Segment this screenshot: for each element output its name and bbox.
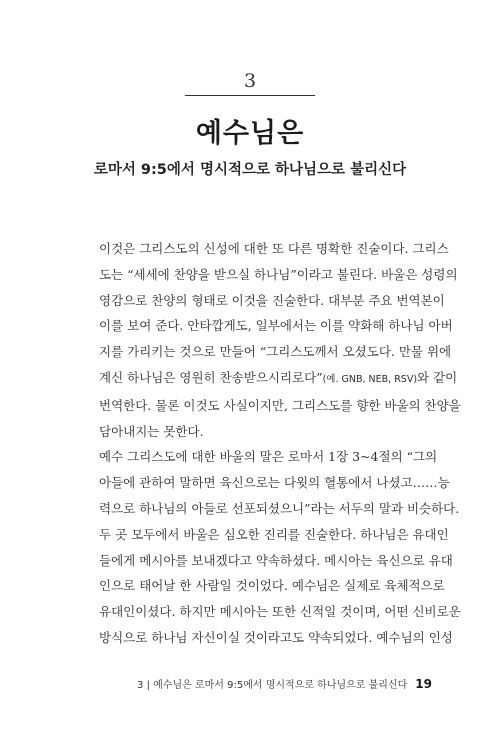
translation-reference: (예. GNB, NEB, RSV) (322, 373, 418, 385)
text-line: 번역한다. 물론 이것도 사실이지만, 그리스도를 향한 바울의 찬양을 (99, 397, 461, 413)
text-segment: 계신 하나님은 영원히 찬송받으시리로다” (99, 369, 323, 385)
paragraph-2 (86, 444, 461, 650)
text-line: 들에게 메시아를 보내겠다고 약속하셨다. 메시아는 육신으로 유대 (99, 552, 453, 568)
text-line: 담아내지는 못한다. (99, 423, 204, 439)
chapter-subtitle: 로마서 9:5에서 명시적으로 하나님으로 불리신다 (93, 162, 407, 178)
paragraph-1 (86, 236, 461, 444)
text-line: 이것은 그리스도의 신성에 대한 또 다른 명확한 진술이다. 그리스 (99, 241, 449, 256)
text-line: 아들에 관하여 말하면 육신으로는 다윗의 혈통에서 나셨고……능 (99, 475, 450, 491)
body-text (86, 236, 461, 651)
text-line: 예수 그리스도에 대한 바울의 말은 로마서 1장 3~4절의 “그의 (99, 449, 438, 465)
chapter-title: 예수님은 (195, 118, 305, 149)
chapter-divider (185, 95, 315, 96)
text-line: 이를 보여 준다. 안타깝게도, 일부에서는 이를 약화해 하나님 아버 (99, 318, 453, 334)
text-line: 두 곳 모두에서 바울은 심오한 진리를 진술한다. 하나님은 유대인 (99, 526, 449, 542)
text-line: 영감으로 찬양의 형태로 이것을 진술한다. 대부분 주요 번역본이 (99, 292, 445, 308)
text-line: 도는 “세세에 찬양을 받으실 하나님”이라고 불린다. 바울은 성령의 (99, 266, 458, 282)
running-footer (137, 677, 432, 693)
text-line: 인으로 태어날 한 사람일 것이었다. 예수님은 실제로 육체적으로 (99, 578, 445, 594)
running-title: 3 | 예수님은 로마서 9:5에서 명시적으로 하나님으로 불리신다 (137, 680, 408, 691)
page-number: 19 (415, 677, 432, 691)
text-line: 지를 가리키는 것으로 만들어 “그리스도께서 오셨도다. 만물 위에 (99, 344, 452, 360)
text-line: 력으로 하나님의 아들로 선포되셨으니”라는 서두의 말과 비슷하다. (99, 500, 460, 516)
text-line: 유대인이셨다. 하지만 메시아는 또한 신적일 것이며, 어떤 신비로운 (99, 604, 461, 620)
text-segment: 와 같이 (417, 369, 458, 385)
text-line: 방식으로 하나님 자신이실 것이라고도 약속되었다. 예수님의 인성 (99, 629, 453, 645)
text-line (86, 365, 458, 393)
chapter-number: 3 (243, 70, 257, 92)
